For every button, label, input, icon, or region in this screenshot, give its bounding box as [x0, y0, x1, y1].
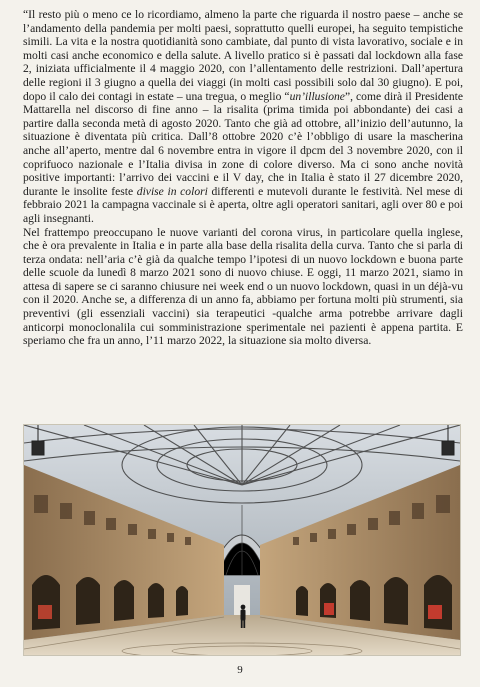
emphasis-italic: divise in colori	[136, 184, 208, 198]
body-text	[23, 8, 463, 348]
galleria-photo	[23, 424, 461, 656]
quote-italic: un’illusione	[289, 89, 345, 103]
paragraph-2: Nel frattempo preoccupano le nuove varianti del corona virus, in particolare quella inglese, che è ora prevalente in Italia e in parte alla base della risalita della curva. Tanto che si parla di terza ondata: nell’aria c’è già da qualche tempo l’ipotesi di un nuovo lockdown e buona parte delle scuole da lunedì 8 marzo 2021 sono di nuovo chiuse. E oggi, 11 marzo 2021, siamo in attesa di sapere se ci saranno chiusure nei week end o un nuovo lockdown, quasi in un déjà-vu con il 2020. Anche se, a differenza di un anno fa, abbiamo per fortuna molti più strumenti, sia preventivi (gli essenziali vaccini) sia terapeutici -qualche arma potrebbe arrivare dagli anticorpi monoclonalila cui somministrazione sperimentale nei pazienti è appena partita. E speriamo che fra un anno, l’11 marzo 2022, la situazione sia molto diversa.	[23, 225, 463, 348]
page-number: 9	[237, 664, 243, 676]
paragraph-1: “Il resto più o meno ce lo ricordiamo, almeno la parte che riguarda il nostro paese – anche se l’andamento della pandemia per molti paesi, soprattutto quelli europei, ha seguito tempistiche simili. La vita e la nostra quotidianità sono cambiate, dal punto di vista lavorativo, sociale e in molti casi anche economico e della salute. A livello pratico si è passati dal lockdown alla fase 2, iniziata ufficialmente il 4 maggio 2020, con l’allentamento delle restrizioni. Dall’apertura delle regioni il 3 giugno a quella dei viaggi (in molti casi possibili solo dal 30 giugno). E poi, dopo il calo dei contagi in estate – una tregua, o meglio “un’illusione”, come dirà il Presidente Mattarella nel discorso di fine anno – la risalita (prima timida poi abbondante) dei casi a partire dalla seconda metà di agosto 2020. Tanto che già ad ottobre, all’inizio dell’autunno, la situazione è diventata più critica. Dall’8 ottobre 2020 c’è l’obbligo di usare la mascherina anche all’aperto, mentre dal 6 novembre entra in vigore il dpcm del 3 novembre 2020, con il coprifuoco nazionale e l’Italia divisa in zone di colore diverso. Ma ci sono anche novità positive importanti: l’arrivo dei vaccini e il V day, che in Italia è stato il 27 dicembre 2020, durante le insolite feste divise in colori differenti e mutevoli durante le festività. Nel mese di febbraio 2021 la campagna vaccinale si è aperta, oltre agli operatori sanitari, agli over 80 e poi agli insegnanti.	[23, 8, 464, 225]
